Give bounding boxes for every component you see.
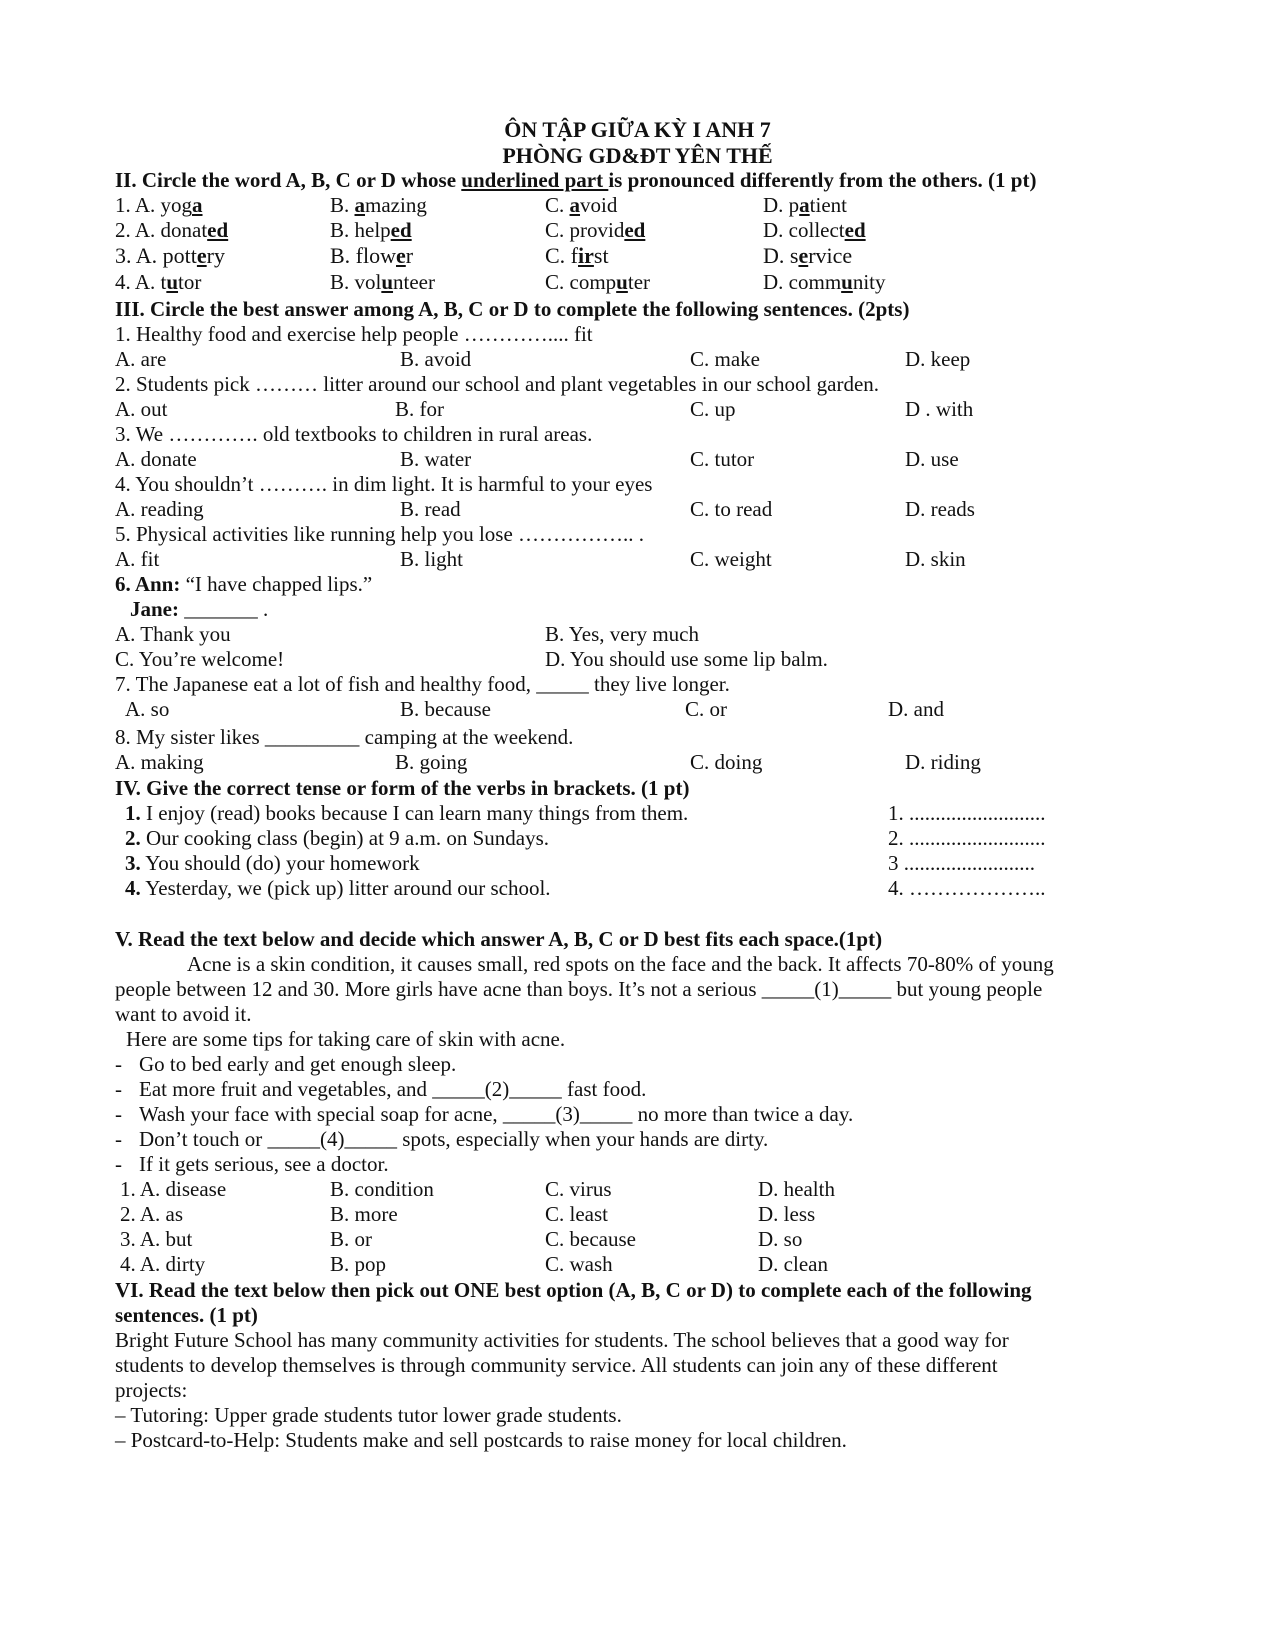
option: C. make	[690, 347, 760, 371]
verb-item: 3. You should (do) your homework	[125, 851, 420, 875]
option: B. or	[330, 1227, 372, 1251]
option: 4. A. dirty	[120, 1252, 206, 1276]
option: D. health	[758, 1177, 835, 1201]
passage-line: Bright Future School has many community activities for students. The school believes that a good way for	[115, 1328, 1009, 1352]
option: C. up	[690, 397, 736, 421]
page-title: ÔN TẬP GIỮA KỲ I ANH 7	[504, 117, 771, 142]
passage-line: people between 12 and 30. More girls have acne than boys. It’s not a serious _____(1)_____ but young people	[115, 977, 1043, 1001]
heading-underlined-text: underlined part	[461, 168, 609, 192]
option: B. helped	[330, 218, 412, 242]
question-8: 8. My sister likes _________ camping at the weekend.	[115, 725, 574, 749]
option: C. tutor	[690, 447, 755, 471]
option: C. weight	[690, 547, 772, 571]
verb-item: 1. I enjoy (read) books because I can learn many things from them.	[125, 801, 689, 825]
option: D . with	[905, 397, 974, 421]
passage-line: projects:	[115, 1378, 188, 1402]
passage-line: – Tutoring: Upper grade students tutor lower grade students.	[115, 1403, 622, 1427]
option: 1. A. disease	[120, 1177, 227, 1201]
option: B. flower	[330, 243, 414, 268]
option: D. You should use some lip balm.	[545, 647, 828, 671]
option: A. donate	[115, 447, 197, 471]
tip-item: - Don’t touch or _____(4)_____ spots, especially when your hands are dirty.	[115, 1127, 769, 1151]
heading-text: is pronounced differently from the others. (1 pt)	[608, 168, 1037, 192]
option: B. because	[400, 697, 491, 721]
option: C. or	[685, 697, 727, 721]
option: A. out	[115, 397, 168, 421]
option: D. patient	[763, 193, 847, 217]
section-6-heading: VI. Read the text below then pick out ONE best option (A, B, C or D) to complete each of the following	[115, 1278, 1032, 1302]
question-6: 6. Ann: “I have chapped lips.”	[115, 572, 373, 596]
question-7: 7. The Japanese eat a lot of fish and healthy food, _____ they live longer.	[115, 672, 730, 696]
answer-blank: 4. ………………..	[888, 876, 1046, 900]
option: 1. A. yoga	[115, 193, 203, 217]
option: D. skin	[905, 547, 966, 571]
passage-line: Here are some tips for taking care of skin with acne.	[126, 1027, 566, 1051]
option: D. riding	[905, 750, 981, 774]
option: D. so	[758, 1227, 803, 1251]
section-4-heading: IV. Give the correct tense or form of the verbs in brackets. (1 pt)	[115, 776, 690, 800]
option: D. collected	[763, 218, 866, 242]
option: A. fit	[115, 547, 160, 571]
tip-item: - If it gets serious, see a doctor.	[115, 1152, 389, 1176]
option: A. are	[115, 347, 167, 371]
option: D. reads	[905, 497, 975, 521]
verb-item: 2. Our cooking class (begin) at 9 a.m. on Sundays.	[125, 826, 550, 850]
option: D. and	[888, 697, 944, 721]
option: C. computer	[545, 270, 651, 294]
section-6-heading-cont: sentences. (1 pt)	[115, 1303, 258, 1327]
section-5-heading: V. Read the text below and decide which answer A, B, C or D best fits each space.(1pt)	[115, 927, 883, 951]
option: D. clean	[758, 1252, 828, 1276]
option: 4. A. tutor	[115, 270, 202, 294]
option: B. water	[400, 447, 472, 471]
option: D. service	[763, 243, 853, 268]
option: 3. A. but	[120, 1227, 193, 1251]
tip-item: - Eat more fruit and vegetables, and _____(2)_____ fast food.	[115, 1077, 647, 1101]
option: 2. A. as	[120, 1202, 183, 1226]
verb-item: 4. Yesterday, we (pick up) litter around our school.	[125, 876, 551, 900]
question-4: 4. You shouldn’t ………. in dim light. It is harmful to your eyes	[115, 472, 653, 496]
passage-line: – Postcard-to-Help: Students make and sell postcards to raise money for local children.	[115, 1428, 847, 1452]
option: B. more	[330, 1202, 398, 1226]
option: D. keep	[905, 347, 971, 371]
option: C. provided	[545, 218, 646, 242]
option: A. reading	[115, 497, 204, 521]
option: C. avoid	[545, 193, 618, 217]
option: D. community	[763, 270, 886, 294]
option: B. condition	[330, 1177, 434, 1201]
question-1: 1. Healthy food and exercise help people ………….... fit	[115, 322, 593, 346]
passage-line: want to avoid it.	[115, 1002, 252, 1026]
heading-text: II. Circle the word A, B, C or D whose	[115, 168, 462, 192]
option: D. less	[758, 1202, 816, 1226]
option: C. to read	[690, 497, 773, 521]
option: A. Thank you	[115, 622, 231, 646]
question-5: 5. Physical activities like running help you lose …………….. .	[115, 522, 645, 546]
option: C. least	[545, 1202, 608, 1226]
option: B. pop	[330, 1252, 387, 1276]
option: C. first	[545, 243, 609, 268]
option: B. for	[395, 397, 444, 421]
option: B. read	[400, 497, 461, 521]
tip-item: - Wash your face with special soap for acne, _____(3)_____ no more than twice a day.	[115, 1102, 854, 1126]
option: C. You’re welcome!	[115, 647, 285, 671]
answer-blank: 3 .........................	[888, 851, 1035, 875]
option: C. wash	[545, 1252, 613, 1276]
section-2-heading	[115, 167, 1036, 193]
option: 2. A. donated	[115, 218, 229, 242]
tip-item: - Go to bed early and get enough sleep.	[115, 1052, 457, 1076]
passage-line: students to develop themselves is through community service. All students can join any of these different	[115, 1353, 998, 1377]
option: D. use	[905, 447, 959, 471]
answer-blank: 1. ..........................	[888, 801, 1046, 825]
answer-blank: 2. ..........................	[888, 826, 1046, 850]
option: B. volunteer	[330, 270, 436, 294]
section-3-heading: III. Circle the best answer among A, B, C or D to complete the following sentences. (2pts)	[115, 297, 910, 321]
option: B. amazing	[330, 193, 427, 217]
question-2: 2. Students pick ……… litter around our school and plant vegetables in our school garden.	[115, 372, 880, 396]
option: B. going	[395, 750, 468, 774]
option: C. doing	[690, 750, 763, 774]
page-subtitle: PHÒNG GD&ĐT YÊN THẾ	[502, 143, 773, 168]
option: 3. A. pottery	[115, 243, 225, 268]
option: B. light	[400, 547, 464, 571]
option: A. so	[125, 697, 170, 721]
option: B. Yes, very much	[545, 622, 700, 646]
option: C. because	[545, 1227, 636, 1251]
question-3: 3. We …………. old textbooks to children in rural areas.	[115, 422, 593, 446]
option: B. avoid	[400, 347, 472, 371]
option: C. virus	[545, 1177, 612, 1201]
passage-line: Acne is a skin condition, it causes small, red spots on the face and the back. It affects 70-80% of young	[187, 952, 1054, 976]
option: A. making	[115, 750, 204, 774]
question-6-reply: Jane: _______ .	[130, 597, 269, 621]
